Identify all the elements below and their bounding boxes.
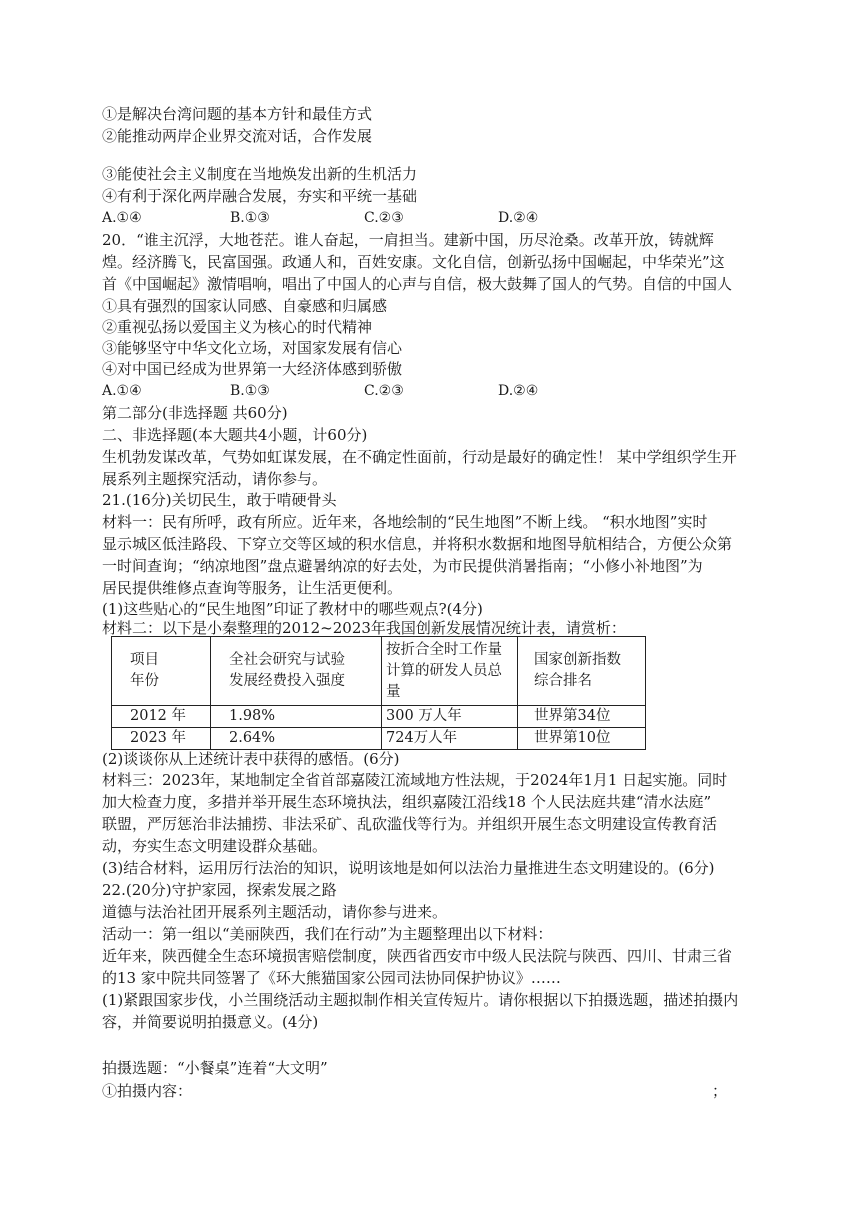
q21-material2: 材料二：以下是小秦整理的2012~2023年我国创新发展情况统计表，请赏析：: [102, 619, 626, 637]
q19-choice-b: B.①③: [230, 210, 270, 226]
q21-material1-line-3: 一时间查询；“纳凉地图”盘点避暑纳凉的好去处，为市民提供消暑指南；“小修小补地图”为: [102, 557, 703, 575]
q19-option-3: ③能使社会主义制度在当地焕发出新的生机活力: [102, 165, 418, 183]
q20-choice-d: D.②④: [498, 383, 539, 399]
q20-choice-a: A.①④: [102, 383, 142, 399]
q22-topic: 拍摄选题：“小餐桌”连着“大文明”: [102, 1059, 328, 1077]
answer-blank-end: ；: [712, 1082, 728, 1100]
q20-choice-b: B.①③: [230, 383, 270, 399]
q22-activity1-line-3: 的13 家中院共同签署了《环大熊猫国家公园司法协同保护协议》……: [102, 969, 561, 987]
table-cell: 2012 年: [112, 706, 211, 728]
q19-choice-a: A.①④: [102, 210, 142, 226]
table-cell: 世界第34位: [518, 706, 646, 728]
q20-option-1: ①具有强烈的国家认同感、自豪感和归属感: [102, 297, 388, 315]
q22-content-label: ①拍摄内容：: [102, 1082, 193, 1100]
q21-question-1: (1)这些贴心的“民生地图”印证了教材中的哪些观点?(4分): [102, 600, 483, 618]
q22-title: 22.(20分)守护家园，探索发展之路: [102, 881, 337, 899]
q21-material3-line-4: 动，夯实生态文明建设群众基础。: [102, 837, 328, 855]
q21-material3-line-1: 材料三：2023年，某地制定全省首部嘉陵江流域地方性法规，于2024年1月1 日起实施。同时: [102, 771, 728, 789]
q21-material1-line-1: 材料一：民有所呼，政有所应。近年来，各地绘制的“民生地图”不断上线。 “积水地图”实时: [102, 513, 708, 531]
q19-option-1: ①是解决台湾问题的基本方针和最佳方式: [102, 105, 373, 123]
table-header-cell: 全社会研究与试验 发展经费投入强度: [211, 637, 382, 706]
innovation-stats-table: [111, 636, 646, 750]
q21-material3-line-2: 加大检查力度，多措并举开展生态环境执法，组织嘉陵江沿线18 个人民法庭共建“清水法庭”: [102, 793, 712, 811]
q21-material1-line-2: 显示城区低洼路段、下穿立交等区域的积水信息，并将积水数据和地图导航相结合，方便公众第: [102, 535, 733, 553]
q22-question-1-line-1: (1)紧跟国家步伐，小兰围绕活动主题拟制作相关宣传短片。请你根据以下拍摄选题，描述拍摄内: [102, 991, 739, 1009]
table-header-cell: 按折合全时工作量 计算的研发人员总 量: [382, 637, 518, 706]
table-cell: 300 万人年: [382, 706, 518, 728]
q19-option-4: ④有利于深化两岸融合发展，夯实和平统一基础: [102, 187, 418, 205]
q21-material3-line-3: 联盟，严厉惩治非法捕捞、非法采矿、乱砍滥伐等行为。并组织开展生态文明建设宣传教育活: [102, 815, 718, 833]
intro-line-2: 展系列主题探究活动，请你参与。: [102, 470, 328, 488]
q19-option-2: ②能推动两岸企业界交流对话，合作发展: [102, 127, 373, 145]
q22-intro: 道德与法治社团开展系列主题活动，请你参与进来。: [102, 903, 448, 921]
q20-option-2: ②重视弘扬以爱国主义为核心的时代精神: [102, 318, 373, 336]
q22-activity1-line-1: 活动一：第一组以“美丽陕西，我们在行动”为主题整理出以下材料：: [102, 925, 553, 943]
section2-title: 二、非选择题(本大题共4小题，计60分): [102, 426, 368, 444]
table-header-row: [112, 637, 646, 706]
q20-stem-line-2: 煌。经济腾飞，民富国强。政通人和，百姓安康。文化自信，创新弘扬中国崛起，中华荣光”这: [102, 253, 725, 271]
q20-option-3: ③能够坚守中华文化立场，对国家发展有信心: [102, 339, 403, 357]
q21-question-3: (3)结合材料，运用厉行法治的知识，说明该地是如何以法治力量推进生态文明建设的。(6分): [102, 859, 715, 877]
q19-choice-c: C.②③: [364, 210, 404, 226]
q21-material1-line-4: 居民提供维修点查询等服务，让生活更便利。: [102, 579, 403, 597]
table-cell: 2.64%: [211, 728, 382, 750]
table-cell: 世界第10位: [518, 728, 646, 750]
q20-option-4: ④对中国已经成为世界第一大经济体感到骄傲: [102, 360, 403, 378]
table-header-cell: 项目 年份: [112, 637, 211, 706]
q22-activity1-line-2: 近年来，陕西健全生态环境损害赔偿制度，陕西省西安市中级人民法院与陕西、四川、甘肃三省: [102, 947, 733, 965]
q20-stem-line-3: 首《中国崛起》激情唱响，唱出了中国人的心声与自信，极大鼓舞了国人的气势。自信的中国人: [102, 275, 733, 293]
q20-stem-line-1: 20．“谁主沉浮，大地苍茫。谁人奋起，一肩担当。建新中国，历尽沧桑。改革开放，铸就辉: [102, 231, 714, 249]
q21-title: 21.(16分)关切民生，敢于啃硬骨头: [102, 491, 337, 509]
q20-choice-c: C.②③: [364, 383, 404, 399]
q19-choice-d: D.②④: [498, 210, 539, 226]
q21-question-2: (2)谈谈你从上述统计表中获得的感悟。(6分): [102, 750, 400, 768]
table-cell: 2023 年: [112, 728, 211, 750]
q22-question-1-line-2: 容，并简要说明拍摄意义。(4分): [102, 1013, 319, 1031]
table-row: [112, 728, 646, 750]
intro-line-1: 生机勃发谋改革，气势如虹谋发展，在不确定性面前，行动是最好的确定性！ 某中学组织学生开: [102, 448, 737, 466]
table-cell: 724万人年: [382, 728, 518, 750]
table-row: [112, 706, 646, 728]
table-cell: 1.98%: [211, 706, 382, 728]
part2-title: 第二部分(非选择题 共60分): [102, 404, 288, 422]
table-header-cell: 国家创新指数 综合排名: [518, 637, 646, 706]
